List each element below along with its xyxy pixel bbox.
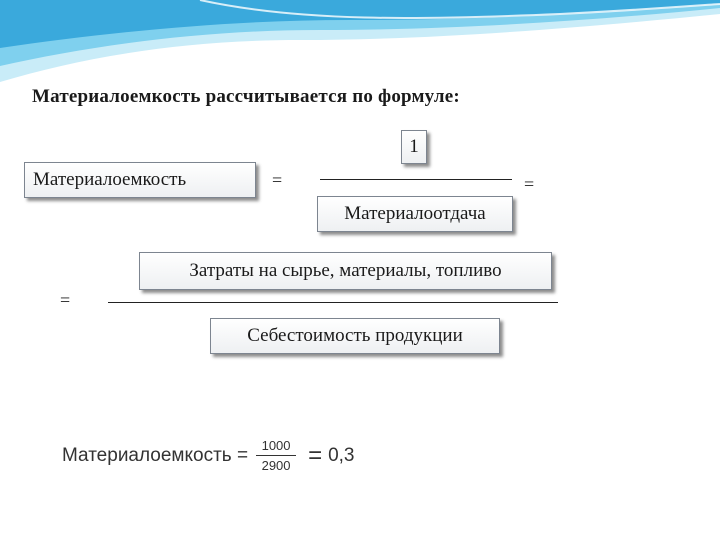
costs-raw-materials-label: Затраты на сырье, материалы, топливо [189, 260, 502, 281]
example-calculation [62, 438, 355, 473]
material-return-label: Материалоотдача [344, 203, 486, 224]
fraction-line-2 [108, 302, 558, 303]
equals-sign-1: = [272, 170, 283, 190]
material-intensity-box [24, 162, 256, 198]
equals-sign-2: = [524, 174, 535, 194]
example-lhs: Материалоемкость = [62, 444, 249, 466]
example-fraction [256, 438, 296, 473]
example-denominator: 2900 [261, 458, 291, 473]
header-wave-decoration [0, 0, 720, 90]
numerator-one-box [401, 130, 427, 164]
production-cost-box [210, 318, 500, 354]
material-return-box [317, 196, 513, 232]
numerator-one: 1 [409, 136, 419, 157]
material-intensity-label: Материалоемкость [33, 169, 187, 190]
production-cost-label: Себестоимость продукции [247, 325, 463, 346]
equals-sign-3: = [60, 290, 71, 310]
example-numerator: 1000 [261, 438, 291, 453]
costs-raw-materials-box [139, 252, 552, 290]
example-result: 0,3 [328, 444, 355, 466]
page-title: Материалоемкость рассчитывается по формуле: [32, 86, 460, 107]
example-equals: = [308, 441, 323, 469]
fraction-line-1 [320, 179, 512, 180]
example-fraction-bar [256, 455, 296, 456]
